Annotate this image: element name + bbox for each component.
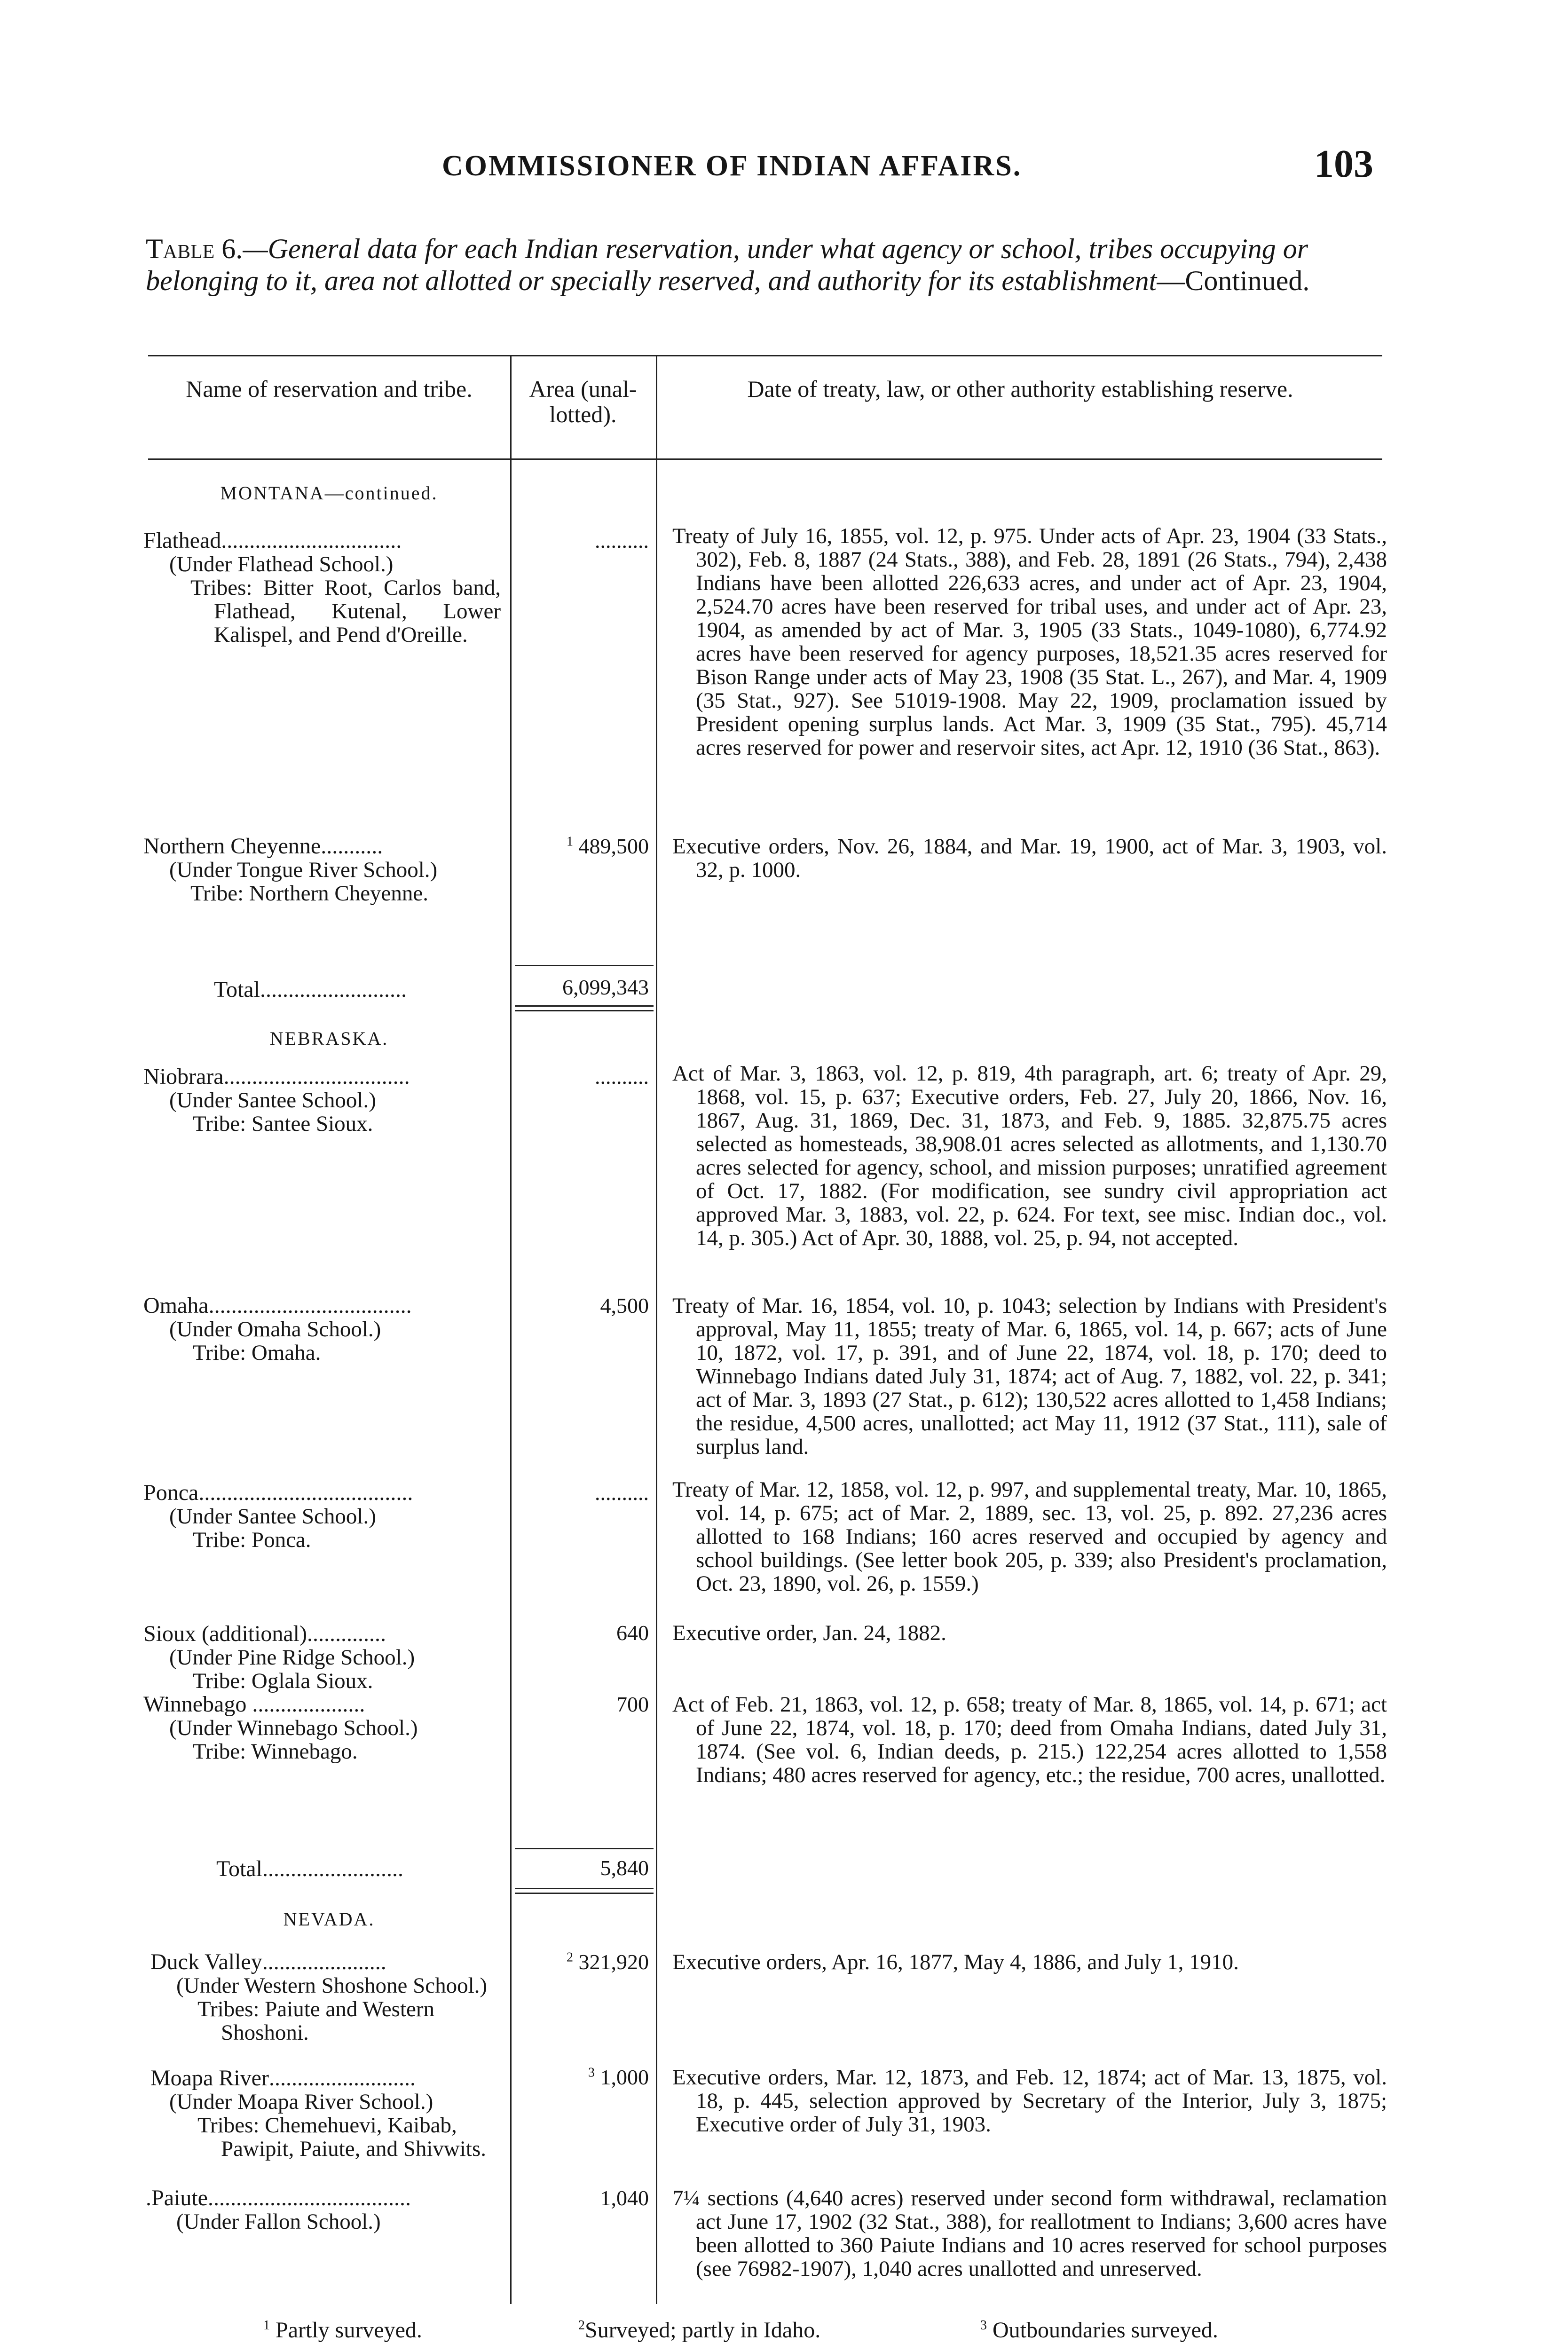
section-label-montana: MONTANA—continued. bbox=[220, 482, 438, 504]
total-rule-bottom-1 bbox=[515, 1005, 654, 1007]
running-title: COMMISSIONER OF INDIAN AFFAIRS. bbox=[442, 150, 1022, 182]
total-label-montana: Total.......................... bbox=[214, 977, 407, 1002]
tribes: Tribes: Paiute and Western Shoshoni. bbox=[197, 1997, 435, 2045]
total-rule-bottom-1 bbox=[515, 1888, 654, 1889]
tribes: Tribe: Winnebago. bbox=[193, 1739, 358, 1764]
area-moapa-river: $^3$ 1,000 bbox=[588, 2065, 649, 2089]
reservation-name: Northern Cheyenne bbox=[143, 834, 321, 859]
reservation-name: Niobrara bbox=[143, 1064, 224, 1089]
authority-ponca: Treaty of Mar. 12, 1858, vol. 12, p. 997, and supplemental treaty, Mar. 10, 1865, vol. 14, p. 675; act of Mar. 2, 1889, sec. 13, vol. 25, p. 892. 27,236 acres allotted to 168 Indians; 160 acres reserved and occupied by agency and school buildings. (See letter book 205, p. 339; also President's proclamation, Oct. 23, 1890, vol. 26, p. 1559.) bbox=[672, 1477, 1387, 1596]
tribes: Tribe: Ponca. bbox=[193, 1528, 311, 1552]
row-niobrara-name: Niobrara................................. (Under Santee School.) Tribe: Santee Sioux. bbox=[143, 1065, 501, 1136]
area-flathead: .......... bbox=[595, 529, 649, 552]
page-number: 103 bbox=[1314, 142, 1373, 186]
section-label-nebraska: NEBRASKA. bbox=[269, 1028, 389, 1049]
caption-label: Table 6. bbox=[146, 233, 243, 264]
reservation-name: Duck Valley bbox=[150, 1949, 262, 1974]
table-top-rule bbox=[148, 355, 1382, 356]
row-paiute-name: .Paiute.................................... (Under Fallon School.) bbox=[146, 2186, 503, 2233]
footnote-1: $^1$ Partly surveyed. bbox=[263, 2318, 422, 2343]
authority-moapa-river: Executive orders, Mar. 12, 1873, and Feb. 12, 1874; act of Mar. 13, 1875, vol. 18, p. 445, selection approved by Secretary of the Interior, July 3, 1875; Executive order of July 31, 1903. bbox=[672, 2065, 1387, 2137]
row-northern-cheyenne-name: Northern Cheyenne........... (Under Tongue River School.) Tribe: Northern Cheyenne. bbox=[143, 835, 501, 905]
agency: (Under Omaha School.) bbox=[169, 1317, 381, 1341]
table-caption bbox=[146, 233, 1387, 297]
reservation-name: Winnebago bbox=[143, 1692, 247, 1717]
reservation-name: Paiute bbox=[151, 2185, 208, 2210]
reservation-name: Moapa River bbox=[150, 2066, 269, 2091]
area-sioux-additional: 640 bbox=[616, 1621, 649, 1645]
authority-winnebago: Act of Feb. 21, 1863, vol. 12, p. 658; treaty of Mar. 8, 1865, vol. 14, p. 671; act of June 22, 1874, vol. 18, p. 170; deed from Omaha Indians, dated July 31, 1874. (See vol. 6, Indian deeds, p. 215.) 122,254 acres allotted to 1,558 Indians; 480 acres reserved for agency, etc.; the residue, 700 acres, unallotted. bbox=[672, 1692, 1387, 1787]
authority-duck-valley: Executive orders, Apr. 16, 1877, May 4, 1886, and July 1, 1910. bbox=[672, 1950, 1239, 1974]
area-northern-cheyenne: $^1$ 489,500 bbox=[567, 834, 649, 858]
column-header-name: Name of reservation and tribe. bbox=[186, 376, 473, 402]
authority-northern-cheyenne: Executive orders, Nov. 26, 1884, and Mar. 19, 1900, act of Mar. 3, 1903, vol. 32, p. 1000. bbox=[672, 834, 1387, 882]
area-winnebago: 700 bbox=[616, 1692, 649, 1716]
row-sioux-additional-name: Sioux (additional).............. (Under Pine Ridge School.) Tribe: Oglala Sioux. bbox=[143, 1622, 501, 1693]
row-duck-valley-name: Duck Valley...................... (Under Western Shoshone School.) Tribes: Paiute and Western Shoshoni. bbox=[150, 1950, 501, 2044]
caption-suffix: —Continued. bbox=[1157, 265, 1310, 296]
total-montana: 6,099,343 bbox=[562, 975, 649, 999]
agency: (Under Flathead School.) bbox=[169, 552, 394, 576]
agency: (Under Pine Ridge School.) bbox=[169, 1645, 415, 1670]
tribes: Tribe: Northern Cheyenne. bbox=[190, 881, 429, 906]
agency: (Under Tongue River School.) bbox=[169, 858, 438, 882]
authority-sioux-additional: Executive order, Jan. 24, 1882. bbox=[672, 1621, 946, 1645]
agency: (Under Winnebago School.) bbox=[169, 1716, 418, 1740]
row-winnebago-name: Winnebago .................... (Under Winnebago School.) Tribe: Winnebago. bbox=[143, 1693, 501, 1763]
tribes: Tribes: Chemehuevi, Kaibab, Pawipit, Paiute, and Shivwits. bbox=[197, 2113, 486, 2161]
footnote-ref: 3 bbox=[588, 2065, 595, 2080]
reservation-name: Ponca bbox=[143, 1480, 199, 1505]
section-label-nevada: NEVADA. bbox=[283, 1909, 375, 1930]
column-header-authority: Date of treaty, law, or other authority establishing reserve. bbox=[747, 376, 1293, 402]
row-omaha-name: Omaha.................................... (Under Omaha School.) Tribe: Omaha. bbox=[143, 1294, 501, 1365]
footnote-ref: 1 bbox=[567, 834, 573, 849]
agency: (Under Moapa River School.) bbox=[169, 2090, 433, 2114]
tribes: Tribe: Oglala Sioux. bbox=[193, 1669, 373, 1693]
footnote-2: $^2$Surveyed; partly in Idaho. bbox=[578, 2318, 821, 2343]
row-moapa-river-name: Moapa River.......................... (Under Moapa River School.) Tribes: Chemehuevi, Kaibab, Pawipit, Paiute, and Shivwits. bbox=[150, 2067, 508, 2161]
total-nebraska: 5,840 bbox=[600, 1856, 649, 1880]
footnote-3: $^3$ Outboundaries surveyed. bbox=[980, 2318, 1218, 2343]
tribes: Tribes: Bitter Root, Carlos band, Flathead, Kutenal, Lower Kalispel, and Pend d'Oreille. bbox=[190, 576, 501, 647]
caption-text: —General data for each Indian reservation, under what agency or school, tribes occupying or belonging to it, area not allotted or specially reserved, and authority for its establishment bbox=[146, 233, 1308, 296]
area-niobrara: .......... bbox=[595, 1065, 649, 1089]
agency: (Under Santee School.) bbox=[169, 1504, 376, 1529]
reservation-name: Flathead bbox=[143, 528, 221, 553]
total-label-nebraska: Total......................... bbox=[216, 1856, 403, 1881]
column-divider-2 bbox=[656, 355, 657, 2304]
total-rule-top bbox=[515, 1848, 654, 1849]
tribes: Tribe: Santee Sioux. bbox=[193, 1112, 373, 1136]
authority-omaha: Treaty of Mar. 16, 1854, vol. 10, p. 1043; selection by Indians with President's approval, May 11, 1855; treaty of Mar. 6, 1865, vol. 14, p. 667; acts of June 10, 1872, vol. 17, p. 391, and of June 22, 1874, vol. 18, p. 170; deed to Winnebago Indians dated July 31, 1874; act of Aug. 7, 1882, vol. 22, p. 341; act of Mar. 3, 1893 (27 Stat., p. 612); 130,522 acres allotted to 1,458 Indians; the residue, 4,500 acres, unallotted; act May 11, 1912 (37 Stat., 111), sale of surplus land. bbox=[672, 1294, 1387, 1459]
column-divider-1 bbox=[510, 355, 512, 2304]
column-header-area: Area (unal-lotted). bbox=[529, 376, 637, 427]
total-rule-bottom-2 bbox=[515, 1010, 654, 1011]
header-bottom-rule bbox=[148, 458, 1382, 460]
area-omaha: 4,500 bbox=[600, 1294, 649, 1318]
footnote-ref: 2 bbox=[567, 1950, 573, 1965]
reservation-name: Omaha bbox=[143, 1293, 209, 1318]
authority-niobrara: Act of Mar. 3, 1863, vol. 12, p. 819, 4th paragraph, art. 6; treaty of Apr. 29, 1868, vol. 15, p. 637; Executive orders, Feb. 27, July 20, 1866, Nov. 16, 1867, Aug. 31, 1869, Dec. 31, 1873, and Feb. 9, 1885. 32,875.75 acres selected as homesteads, 38,908.01 acres selected as allotments, and 1,130.70 acres selected for agency, school, and mission purposes; unratified agreement of Oct. 17, 1882. (For modification, see sundry civil appropriation act approved Mar. 3, 1883, vol. 22, p. 624. For text, see misc. Indian doc., vol. 14, p. 305.) Act of Apr. 30, 1888, vol. 25, p. 94, not accepted. bbox=[672, 1061, 1387, 1250]
tribes: Tribe: Omaha. bbox=[193, 1341, 321, 1365]
row-ponca-name: Ponca...................................... (Under Santee School.) Tribe: Ponca. bbox=[143, 1481, 501, 1552]
reservation-name: Sioux (additional) bbox=[143, 1621, 307, 1646]
total-rule-bottom-2 bbox=[515, 1893, 654, 1894]
total-rule-top bbox=[515, 965, 654, 966]
authority-paiute: 7¼ sections (4,640 acres) reserved under second form withdrawal, reclamation act June 17, 1902 (32 Stat., 388), for reallotment to Indians; 3,600 acres have been allotted to 360 Paiute Indians and 10 acres reserved for school purposes (see 76982-1907), 1,040 acres unallotted and unreserved. bbox=[672, 2186, 1387, 2281]
agency: (Under Fallon School.) bbox=[176, 2209, 381, 2234]
area-paiute: 1,040 bbox=[600, 2186, 649, 2210]
authority-flathead: Treaty of July 16, 1855, vol. 12, p. 975. Under acts of Apr. 23, 1904 (33 Stats., 302), Feb. 8, 1887 (24 Stats., 388), and Feb. 28, 1891 (26 Stats., 794), 2,438 Indians have been allotted 226,633 acres, and under act of Apr. 23, 1904, 2,524.70 acres have been reserved for tribal uses, and under act of Apr. 23, 1904, as amended by act of Mar. 3, 1905 (33 Stats., 1049-1080), 6,774.92 acres have been reserved for agency purposes, 18,521.35 acres reserved for Bison Range under acts of May 23, 1908 (35 Stat. L., 267), and Mar. 4, 1909 (35 Stat., 927). See 51019-1908. May 22, 1909, proclamation issued by President opening surplus lands. Act Mar. 3, 1909 (35 Stat., 795). 45,714 acres reserved for power and reservoir sites, act Apr. 12, 1910 (36 Stat., 863). bbox=[672, 524, 1387, 760]
area-ponca: .......... bbox=[595, 1481, 649, 1505]
agency: (Under Western Shoshone School.) bbox=[176, 1973, 488, 1998]
area-duck-valley: $^2$ 321,920 bbox=[567, 1950, 649, 1974]
agency: (Under Santee School.) bbox=[169, 1088, 376, 1112]
row-flathead-name: Flathead................................ (Under Flathead School.) Tribes: Bitter Root, Carlos band, Flathead, Kutenal, Lower Kalispel, and Pend d'Oreille. bbox=[143, 528, 501, 647]
